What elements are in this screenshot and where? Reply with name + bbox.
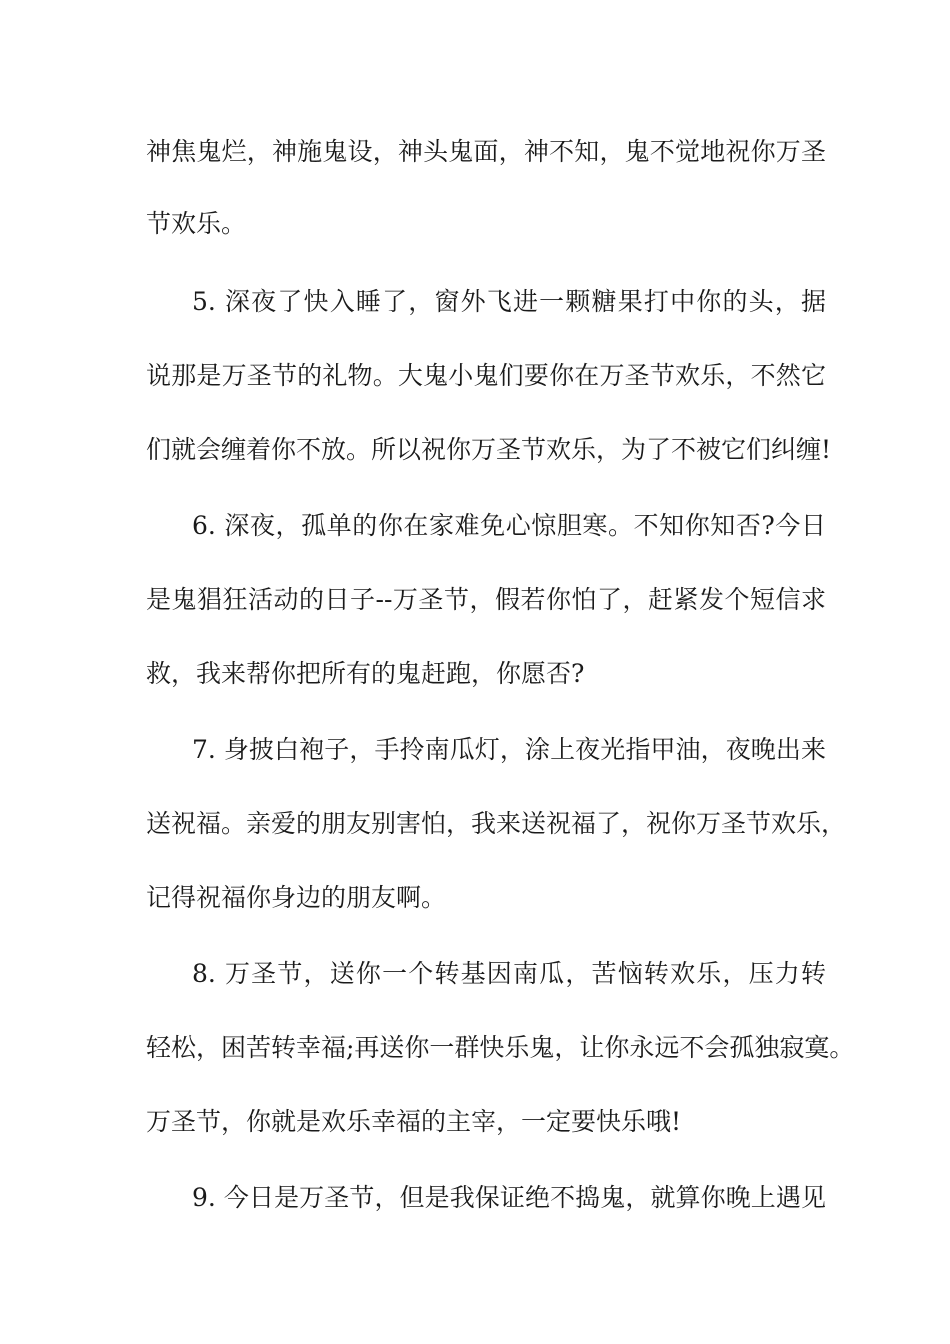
paragraph-6-start: 6. 深夜，孤单的你在家难免心惊胆寒。不知你知否?今日 — [192, 511, 826, 540]
paragraph-7-start: 7. 身披白袍子，手拎南瓜灯，涂上夜光指甲油，夜晚出来 — [192, 735, 826, 764]
text-line: 们就会缠着你不放。所以祝你万圣节欢乐，为了不被它们纠缠! — [146, 435, 832, 464]
paragraph-9-start: 9. 今日是万圣节，但是我保证绝不捣鬼，就算你晚上遇见 — [192, 1183, 826, 1212]
text-line: 救，我来帮你把所有的鬼赶跑，你愿否? — [146, 659, 585, 688]
text-line: 是鬼猖狂活动的日子--万圣节，假若你怕了，赶紧发个短信求 — [146, 585, 826, 614]
text-line: 记得祝福你身边的朋友啊。 — [146, 883, 447, 912]
text-line: 说那是万圣节的礼物。大鬼小鬼们要你在万圣节欢乐，不然它 — [146, 361, 826, 390]
text-line: 万圣节，你就是欢乐幸福的主宰，一定要快乐哦! — [146, 1107, 682, 1136]
text-line: 神焦鬼烂，神施鬼设，神头鬼面，神不知，鬼不觉地祝你万圣 — [146, 137, 826, 166]
text-line: 节欢乐。 — [146, 209, 247, 238]
text-line: 轻松，困苦转幸福;再送你一群快乐鬼，让你永远不会孤独寂寞。 — [146, 1033, 855, 1062]
text-line: 送祝福。亲爱的朋友别害怕，我来送祝福了，祝你万圣节欢乐， — [146, 809, 847, 838]
paragraph-5-start: 5. 深夜了快入睡了，窗外飞进一颗糖果打中你的头，据 — [192, 287, 826, 316]
paragraph-8-start: 8. 万圣节，送你一个转基因南瓜，苦恼转欢乐，压力转 — [192, 959, 826, 988]
